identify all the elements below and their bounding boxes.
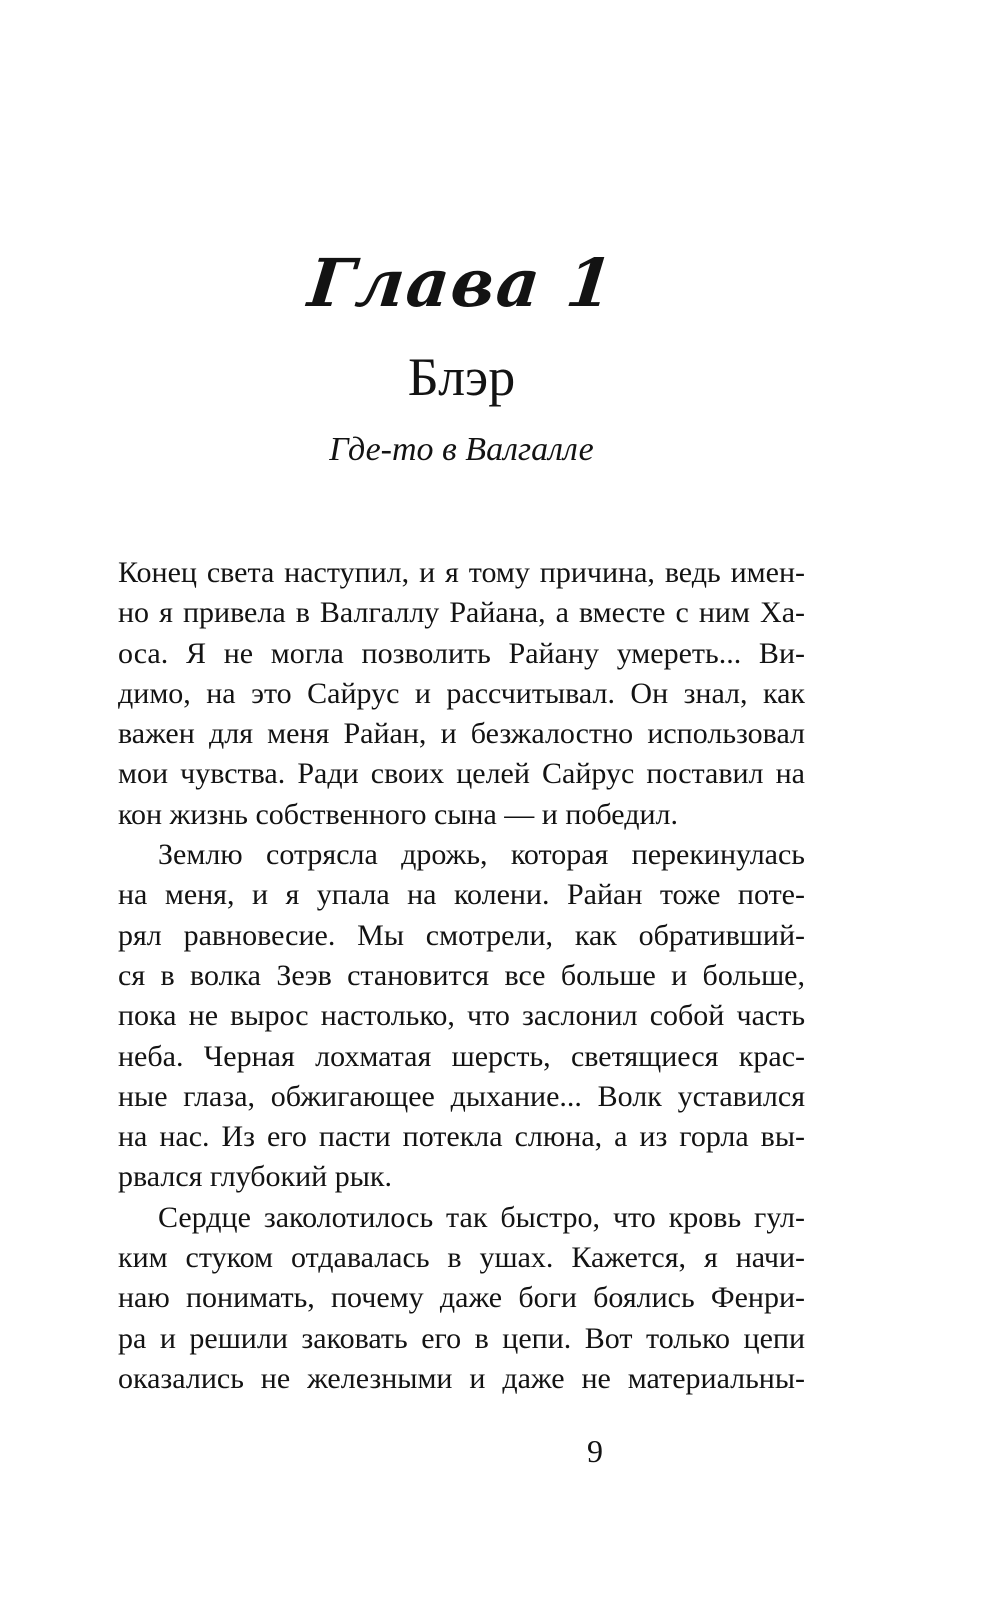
- text-line: на нас. Из его пасти потекла слюна, а из горла вы-: [118, 1120, 805, 1154]
- text-line: ные глаза, обжигающее дыхание... Волк уставился: [118, 1079, 805, 1113]
- text-line: пока не вырос настолько, что заслонил собой часть: [118, 999, 805, 1033]
- text-line: оса. Я не могла позволить Райану умереть... Ви-: [118, 636, 805, 670]
- pov-character-name: Блэр: [407, 347, 516, 407]
- text-line: Землю сотрясла дрожь, которая перекинулась: [158, 838, 805, 872]
- text-line: кон жизнь собственного сына — и победил.: [118, 797, 678, 831]
- text-line: оказались не железными и даже не материальны-: [118, 1361, 805, 1395]
- paragraph: [118, 553, 805, 835]
- text-line: ра и решили заковать его в цепи. Вот только цепи: [118, 1321, 805, 1355]
- text-line: наю понимать, почему даже боги боялись Фенри-: [118, 1281, 805, 1315]
- chapter-heading: Глава 1: [304, 244, 619, 322]
- text-line: важен для меня Райан, и безжалостно использовал: [118, 717, 805, 751]
- text-line: неба. Черная лохматая шерсть, светящиеся крас-: [118, 1039, 805, 1073]
- text-line: ким стуком отдавалась в ушах. Кажется, я начи-: [118, 1241, 805, 1275]
- text-line: Конец света наступил, и я тому причина, ведь имен-: [118, 556, 805, 589]
- body-text: [118, 553, 805, 1399]
- text-line: но я привела в Валгаллу Райана, а вместе с ним Ха-: [118, 596, 805, 630]
- text-line: мои чувства. Ради своих целей Сайрус поставил на: [118, 757, 805, 791]
- text-line: димо, на это Сайрус и рассчитывал. Он знал, как: [118, 676, 805, 710]
- text-line: ся в волка Зеэв становится все больше и больше,: [118, 958, 805, 992]
- setting-line: Где-то в Валгалле: [329, 431, 594, 468]
- text-line: рвался глубокий рык.: [118, 1160, 392, 1194]
- text-line: на меня, и я упала на колени. Райан тоже поте-: [118, 878, 805, 912]
- page-number: 9: [587, 1433, 603, 1469]
- text-line: рял равновесие. Мы смотрели, как обративший-: [118, 918, 805, 952]
- paragraph: [118, 835, 805, 1198]
- text-line: Сердце заколотилось так быстро, что кровь гул-: [158, 1200, 805, 1234]
- paragraph: [118, 1198, 805, 1399]
